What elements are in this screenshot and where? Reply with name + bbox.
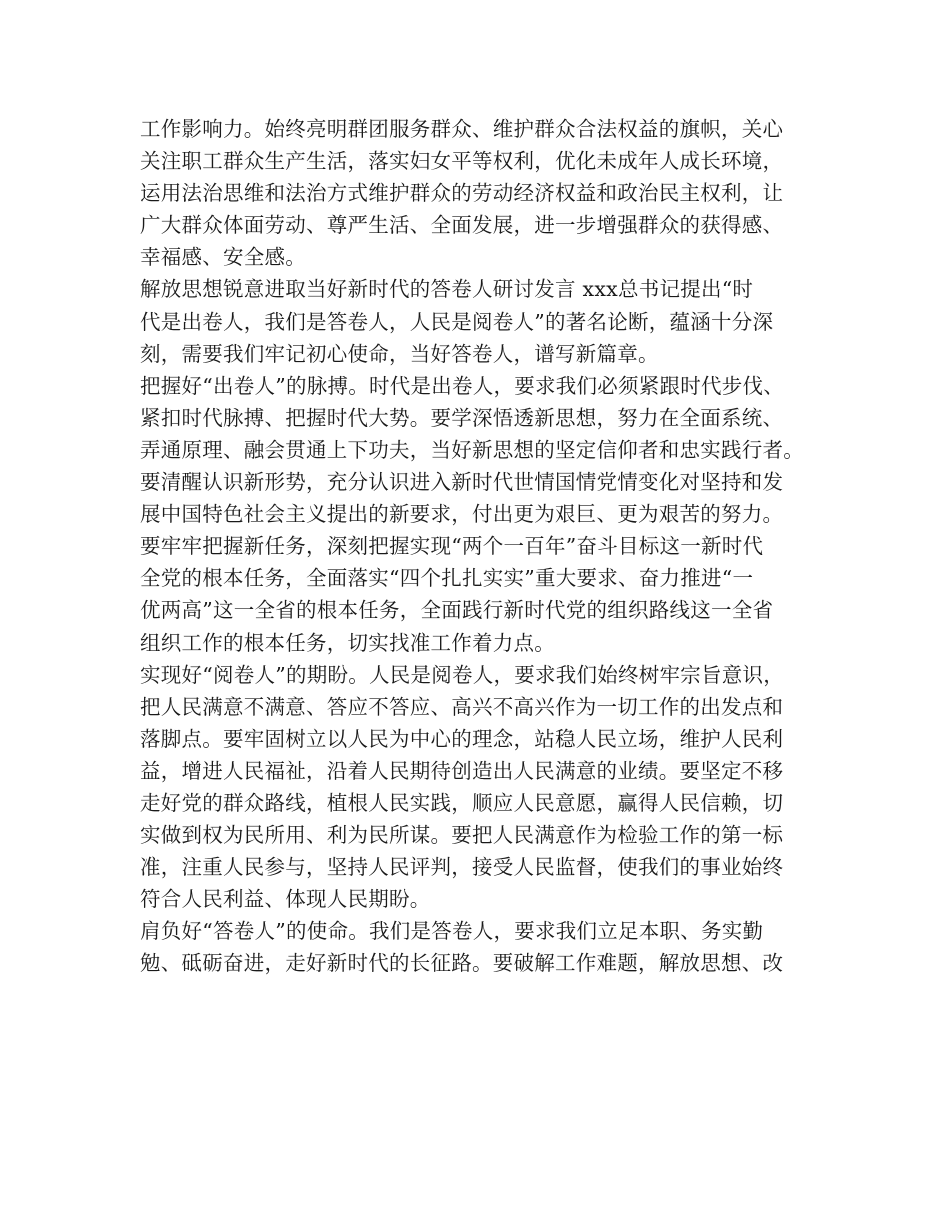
text-line: 展中国特色社会主义提出的新要求，付出更为艰巨、更为艰苦的努力。 <box>140 502 784 527</box>
text-line: 弄通原理、融会贯通上下功夫，当好新思想的坚定信仰者和忠实践行者。 <box>140 437 804 462</box>
text-line: 优两高”这一全省的根本任务，全面践行新时代党的组织路线这一全省 <box>140 598 774 623</box>
text-line: 解放思想锐意进取当好新时代的答卷人研讨发言 xxx总书记提出“时 <box>140 277 754 302</box>
text-line: 勉、砥砺奋进，走好新时代的长征路。要破解工作难题，解放思想、改 <box>140 951 784 976</box>
text-line: 符合人民利益、体现人民期盼。 <box>140 887 431 912</box>
text-line: 紧扣时代脉搏、把握时代大势。要学深悟透新思想，努力在全面系统、 <box>140 405 784 430</box>
text-line: 关注职工群众生产生活，落实妇女平等权利，优化未成年人成长环境， <box>140 149 784 174</box>
text-line: 要清醒认识新形势，充分认识进入新时代世情国情党情变化对坚持和发 <box>140 470 784 495</box>
text-line: 要牢牢把握新任务，深刻把握实现“两个一百年”奋斗目标这一新时代 <box>140 534 764 559</box>
text-line: 落脚点。要牢固树立以人民为中心的理念，站稳人民立场，维护人民利 <box>140 726 784 751</box>
text-line: 实现好“阅卷人”的期盼。人民是阅卷人，要求我们始终树牢宗旨意识， <box>140 662 784 687</box>
text-line: 工作影响力。始终亮明群团服务群众、维护群众合法权益的旗帜，关心 <box>140 117 784 141</box>
text-line: 把人民满意不满意、答应不答应、高兴不高兴作为一切工作的出发点和 <box>140 694 784 719</box>
text-line: 准，注重人民参与，坚持人民评判，接受人民监督，使我们的事业始终 <box>140 855 784 880</box>
text-line: 把握好“出卷人”的脉搏。时代是出卷人，要求我们必须紧跟时代步伐、 <box>140 373 784 398</box>
document-body <box>140 113 840 980</box>
text-line: 运用法治思维和法治方式维护群众的劳动经济权益和政治民主权利，让 <box>140 181 784 206</box>
text-line: 刻，需要我们牢记初心使命，当好答卷人，谱写新篇章。 <box>140 341 659 366</box>
text-line: 广大群众体面劳动、尊严生活、全面发展，进一步增强群众的获得感、 <box>140 213 784 238</box>
text-line: 肩负好“答卷人”的使命。我们是答卷人，要求我们立足本职、务实勤 <box>140 919 764 944</box>
text-line: 代是出卷人，我们是答卷人，人民是阅卷人”的著名论断，蕴涵十分深 <box>140 309 774 334</box>
text-line: 实做到权为民所用、利为民所谋。要把人民满意作为检验工作的第一标 <box>140 823 784 848</box>
text-line: 走好党的群众路线，植根人民实践，顺应人民意愿，赢得人民信赖，切 <box>140 790 784 815</box>
text-line: 幸福感、安全感。 <box>140 245 306 270</box>
text-line: 益，增进人民福祉，沿着人民期待创造出人民满意的业绩。要坚定不移 <box>140 758 784 783</box>
text-line: 组织工作的根本任务，切实找准工作着力点。 <box>140 630 555 655</box>
text-line: 全党的根本任务，全面落实“四个扎扎实实”重大要求、奋力推进“一 <box>140 566 754 591</box>
